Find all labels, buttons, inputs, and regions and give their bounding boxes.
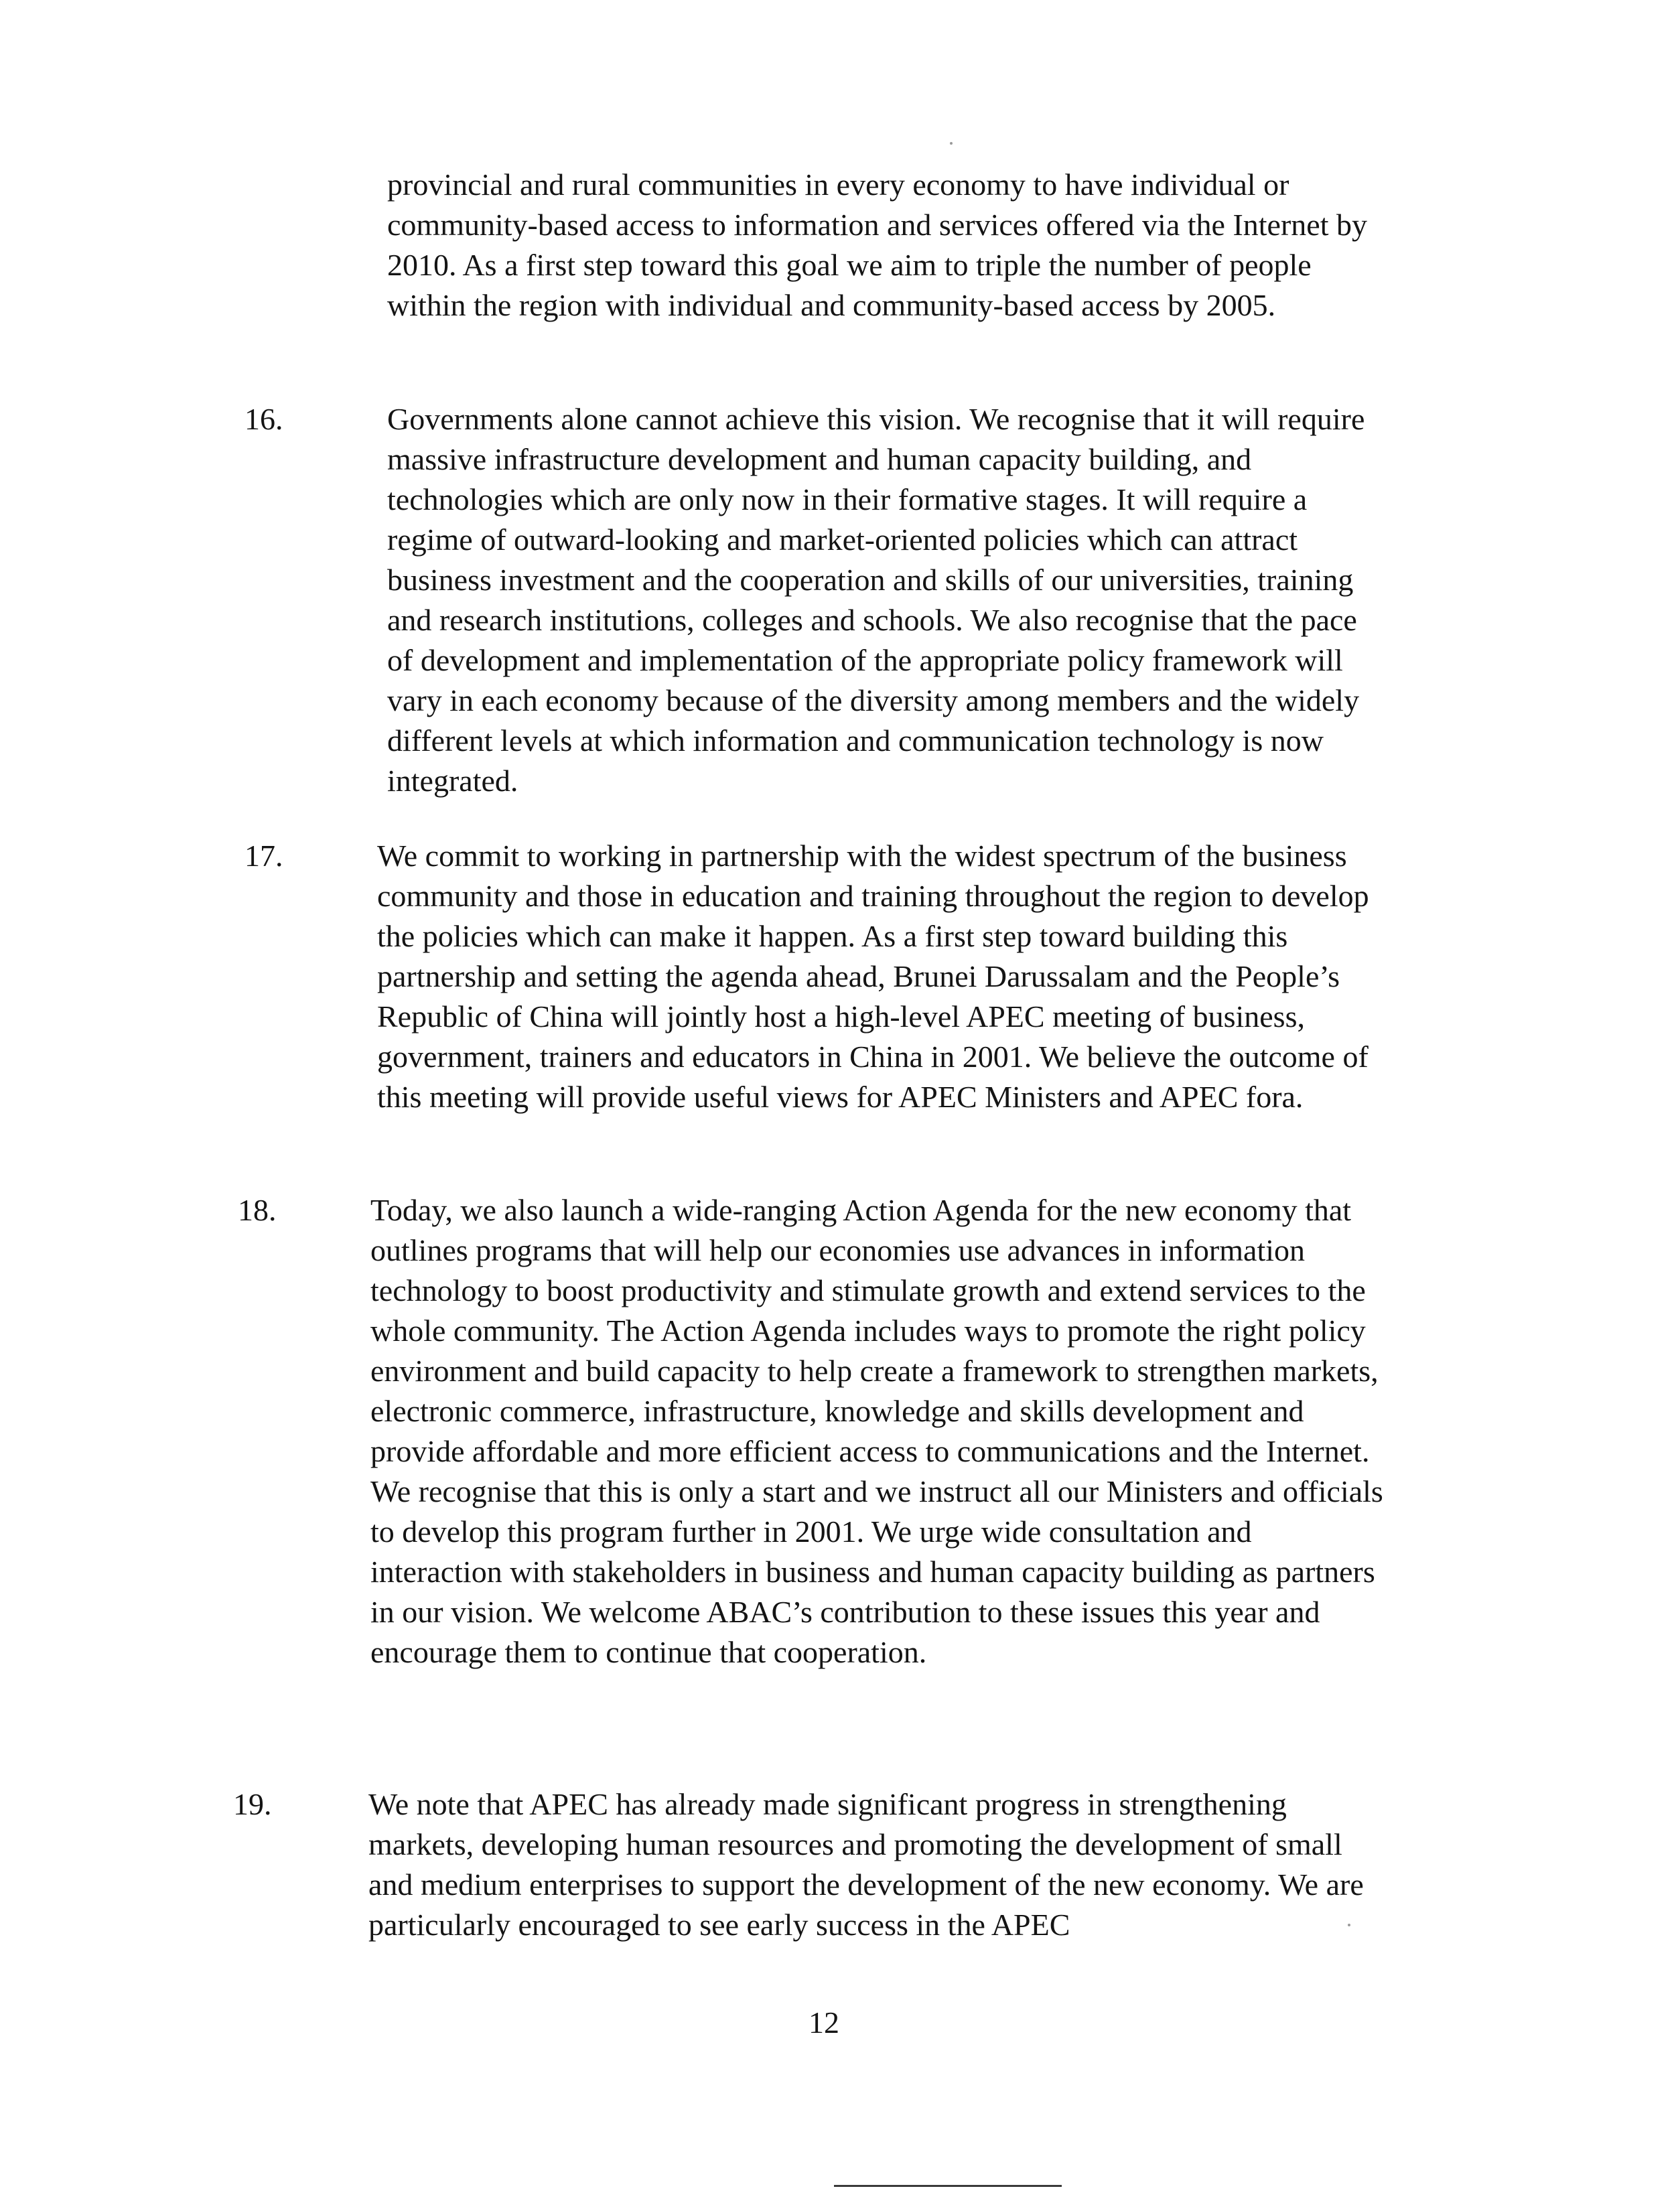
paragraph-number-17: 17. (244, 839, 283, 873)
footer-rule (834, 2185, 1062, 2187)
scan-speck (1348, 1924, 1350, 1926)
paragraph-number-19: 19. (233, 1787, 272, 1821)
page-number: 12 (809, 2005, 839, 2040)
paragraph-number-18: 18. (238, 1193, 277, 1227)
paragraph-17-text: We commit to working in partnership with the widest spectrum of the business community and those in education and training throughout the region to develop the policies which can make it happen. As a first step toward building this partnership and setting the agenda ahead, Brunei Darussalam and the People’s Republic of China will jointly host a high-level APEC meeting of business, government, trainers and educators in China in 2001. We believe the outcome of this meeting will provide useful views for APEC Ministers and APEC fora. (377, 839, 1369, 1114)
scan-speck (950, 142, 953, 145)
paragraph-19-text: We note that APEC has already made significant progress in strengthening markets, developing human resources and promoting the development of small and medium enterprises to support the development of the new economy. We are particularly encouraged to see early success in the APEC (368, 1787, 1364, 1942)
paragraph-16-text: Governments alone cannot achieve this vision. We recognise that it will require massive infrastructure development and human capacity building, and technologies which are only now in their formative stages. It will require a regime of outward-looking and market-oriented policies which can attract business investment and the cooperation and skills of our universities, training and research institutions, colleges and schools. We also recognise that the pace of development and implementation of the appropriate policy framework will vary in each economy because of the diversity among members and the widely different levels at which information and communication technology is now integrated. (387, 402, 1365, 798)
continuation-paragraph: provincial and rural communities in every economy to have individual or community-based access to information and services offered via the Internet by 2010. As a first step toward this goal we aim to triple the number of people within the region with individual and community-based access by 2005. (387, 167, 1367, 322)
paragraph-18-text: Today, we also launch a wide-ranging Action Agenda for the new economy that outlines programs that will help our economies use advances in information technology to boost productivity and stimulate growth and extend services to the whole community. The Action Agenda includes ways to promote the right policy environment and build capacity to help create a framework to strengthen markets, electronic commerce, infrastructure, knowledge and skills development and provide affordable and more efficient access to communications and the Internet. We recognise that this is only a start and we instruct all our Ministers and officials to develop this program further in 2001. We urge wide consultation and interaction with stakeholders in business and human capacity building as partners in our vision. We welcome ABAC’s contribution to these issues this year and encourage them to continue that cooperation. (370, 1193, 1383, 1669)
paragraph-number-16: 16. (244, 402, 283, 436)
